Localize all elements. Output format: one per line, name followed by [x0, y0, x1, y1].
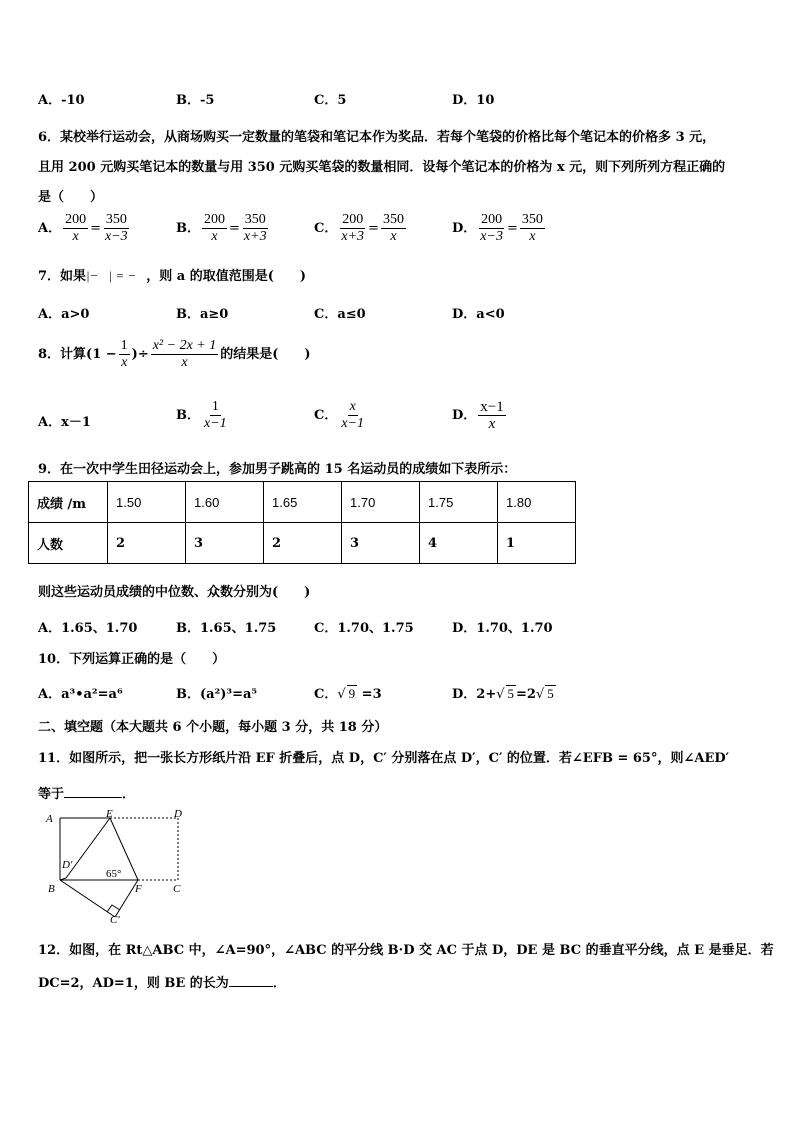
q10-d-radicand: 5	[507, 686, 515, 701]
q5-option-a: A．-10	[38, 93, 85, 108]
label-d-prime: D′	[62, 859, 73, 871]
table-cell: 2	[264, 523, 342, 564]
label-d: D	[174, 810, 182, 820]
q7-stem-prefix: 7．如果	[38, 269, 87, 284]
q8-option-c-label: C．	[314, 408, 338, 423]
table-row	[29, 482, 576, 523]
q10-option-a: A．a³•a²=a⁶	[38, 687, 123, 702]
q8-stem	[38, 338, 311, 371]
q6-a-den1: x	[72, 229, 79, 244]
q8-option-d-label: D．	[452, 408, 477, 423]
table-cell: 1.60	[186, 482, 264, 523]
q6-a-num1: 200	[65, 212, 87, 227]
label-b: B	[48, 883, 55, 895]
q10-option-c-label: C．	[314, 687, 338, 702]
table-cell: 2	[108, 523, 186, 564]
right-angle-mark	[107, 905, 120, 912]
q11-line2-text: 等于	[38, 787, 65, 802]
q6-option-c	[314, 212, 408, 245]
q6-c-den1: x+3	[341, 229, 365, 244]
q8-option-b-label: B．	[176, 408, 200, 423]
table-cell: 3	[342, 523, 420, 564]
q8-b-num: 1	[211, 399, 219, 414]
table-cell: 成绩 /m	[29, 482, 108, 523]
q7-option-d: D．a<0	[452, 307, 505, 322]
segment-b-c-prime	[60, 880, 115, 917]
q10-option-b: B．(a²)³=a⁵	[176, 687, 258, 702]
q8-stem-div: )÷	[131, 347, 149, 362]
q11-fold-diagram	[40, 810, 200, 925]
q6-d-den1: x−3	[480, 229, 503, 244]
q6-option-d	[452, 212, 547, 245]
q8-stem-prefix: 8．计算(1 −	[38, 347, 117, 362]
q8-option-d	[452, 399, 508, 432]
q8-c-num: x	[349, 399, 356, 414]
sqrt-icon: √	[535, 687, 545, 702]
q6-option-d-label: D．	[452, 221, 477, 236]
q10-stem: 10．下列运算正确的是（ ）	[38, 652, 226, 667]
q6-b-den1: x	[211, 229, 218, 244]
q9-stem: 9．在一次中学生田径运动会上，参加男子跳高的 15 名运动员的成绩如下表所示：	[38, 462, 517, 477]
q8-c-den: x−1	[341, 416, 365, 431]
q8-d-num: x−1	[480, 399, 504, 415]
table-cell: 1.70	[342, 482, 420, 523]
q6-c-num1: 200	[342, 212, 364, 227]
q6-d-num1: 200	[481, 212, 503, 227]
q10-option-c	[314, 683, 382, 702]
q8-stem-frac1-num: 1	[120, 338, 128, 353]
q6-option-a	[38, 212, 132, 245]
table-cell: 3	[186, 523, 264, 564]
label-c: C	[173, 883, 181, 895]
q6-b-num2: 350	[244, 212, 266, 227]
q11-answer-blank[interactable]	[64, 785, 122, 798]
q6-b-num1: 200	[204, 212, 225, 227]
q6-c-den2: x	[390, 229, 397, 244]
q6-d-num2: 350	[521, 212, 543, 227]
q6-option-a-label: A．	[38, 221, 62, 236]
q7-stem	[38, 265, 306, 284]
q10-c-radicand: 9	[348, 686, 356, 701]
q8-option-a: A．x－1	[38, 415, 91, 430]
q9-option-a: A．1.65、1.70	[38, 621, 138, 636]
q8-option-b	[176, 399, 231, 432]
label-a: A	[46, 813, 53, 825]
q6-option-b	[176, 212, 271, 245]
q6-c-num2: 350	[382, 212, 404, 227]
table-cell: 1.50	[108, 482, 186, 523]
q9-option-d: D．1.70、1.70	[452, 621, 553, 636]
q6-a-num2: 350	[105, 212, 127, 227]
table-cell: 人数	[29, 523, 108, 564]
q6-d-den2: x	[529, 229, 536, 244]
q7-stem-suffix: ，则 a 的取值范围是( )	[146, 269, 307, 284]
q10-option-d-label: D．2+	[452, 687, 497, 702]
label-e: E	[106, 810, 113, 820]
q7-option-b: B．a≥0	[176, 307, 229, 322]
q10-d-radicand2: 5	[547, 686, 554, 701]
q8-option-c	[314, 399, 368, 432]
q5-option-d: D．10	[452, 93, 495, 108]
label-c-prime: C′	[110, 914, 120, 925]
q6-b-eq: =	[229, 221, 240, 236]
q12-answer-blank[interactable]	[229, 974, 273, 987]
table-cell: 1.75	[420, 482, 498, 523]
q12-stem-line2	[38, 972, 286, 991]
q10-d-mid: =2	[516, 687, 536, 702]
q11-stem-line1: 11．如图所示，把一张长方形纸片沿 EF 折叠后，点 D，C′ 分别落在点 D′，C′ 的位置．若∠EFB = 65°，则∠AED′	[38, 751, 730, 766]
label-f: F	[135, 883, 142, 895]
q9-score-table	[28, 481, 576, 564]
q6-d-eq: =	[506, 221, 518, 236]
q6-stem-line1: 6．某校举行运动会，从商场购买一定数量的笔袋和笔记本作为奖品．若每个笔袋的价格比每个笔记本的价格多 3 元，	[38, 130, 716, 145]
q12-line2-end: ．	[272, 976, 286, 991]
q8-b-den: x−1	[204, 416, 227, 431]
q12-stem-line1: 12．如图，在 Rt△ABC 中，∠A=90°，∠ABC 的平分线 B·D 交 AC 于点 D，DE 是 BC 的垂直平分线，点 E 是垂足．若	[38, 943, 774, 958]
q10-option-d	[452, 683, 556, 702]
q9-question: 则这些运动员成绩的中位数、众数分别为( )	[38, 585, 311, 600]
q7-option-c: C．a≤0	[314, 307, 366, 322]
table-cell: 4	[420, 523, 498, 564]
q12-line2-text: DC=2，AD=1，则 BE 的长为	[38, 976, 229, 991]
q8-stem-frac2-den: x	[181, 355, 188, 370]
table-cell: 1.80	[498, 482, 576, 523]
table-cell: 1.65	[264, 482, 342, 523]
q8-stem-frac1-den: x	[121, 355, 128, 370]
sqrt-icon: √	[496, 687, 505, 702]
section-2-heading: 二、填空题（本大题共 6 个小题，每小题 3 分，共 18 分）	[38, 720, 388, 735]
q9-option-c: C．1.70、1.75	[314, 621, 414, 636]
q6-a-den2: x−3	[105, 229, 128, 244]
q11-line2-end: ．	[122, 787, 136, 802]
segment-ed-prime	[66, 818, 110, 878]
q5-option-b: B．-5	[176, 93, 215, 108]
q8-stem-frac2-num: x² − 2x + 1	[152, 338, 217, 353]
table-cell: 1	[498, 523, 576, 564]
q6-c-eq: =	[368, 221, 379, 236]
q5-option-c: C．5	[314, 93, 347, 108]
q7-option-a: A．a>0	[38, 307, 90, 322]
q11-stem-line2	[38, 783, 135, 802]
q6-option-b-label: B．	[176, 221, 200, 236]
q8-d-den: x	[488, 416, 496, 432]
q8-stem-suffix: 的结果是( )	[220, 347, 311, 362]
q6-option-c-label: C．	[314, 221, 338, 236]
q6-b-den2: x+3	[243, 229, 267, 244]
label-angle-65: 65°	[106, 868, 122, 880]
q6-stem-line2: 且用 200 元购买笔记本的数量与用 350 元购买笔袋的数量相同．设每个笔记本的价格为 x 元，则下列所列方程正确的	[38, 160, 726, 175]
q9-option-b: B．1.65、1.75	[176, 621, 277, 636]
q7-stem-math: |−⃞| = −⃞	[86, 268, 147, 283]
q10-c-tail: =3	[357, 687, 382, 702]
table-row	[29, 523, 576, 564]
sqrt-icon: √	[337, 687, 346, 702]
q6-a-eq: =	[90, 221, 101, 236]
q6-stem-line3: 是（ ）	[38, 190, 104, 205]
